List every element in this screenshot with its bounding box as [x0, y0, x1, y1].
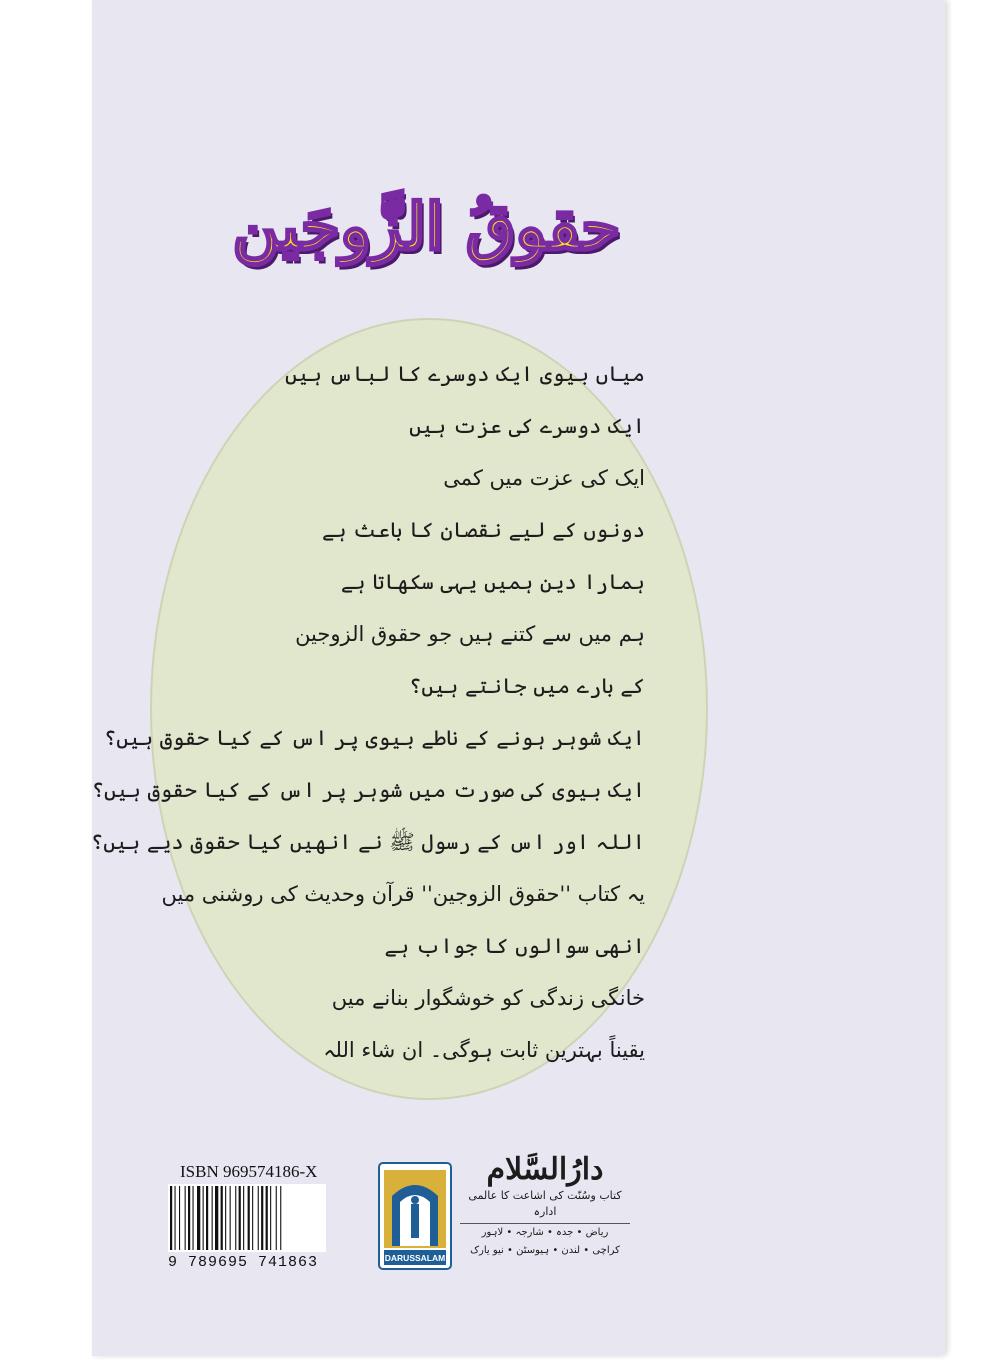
publisher-name: دارُالسَّلام	[486, 1152, 604, 1187]
publisher-block	[460, 1152, 630, 1260]
blurb-line: ایک کی عزت میں کمی	[443, 466, 645, 490]
publisher-cities: ریاض • جدہ • شارجہ • لاہور	[481, 1227, 609, 1238]
darussalam-logo	[378, 1162, 452, 1270]
blurb-line: ہم میں سے کتنے ہیں جو حقوق الزوجین	[295, 622, 645, 646]
barcode-number: 9 789695 741863	[168, 1254, 319, 1271]
logo-label: DARUSSALAM	[384, 1253, 446, 1263]
publisher-tagline: کتاب وسُنّت کی اشاعت کا عالمی ادارہ	[460, 1188, 630, 1224]
book-title-text: حقوقُ الزَّوجَین	[232, 189, 621, 265]
isbn-label: ISBN 969574186-X	[180, 1162, 318, 1181]
blurb-line: خانگی زندگی کو خوشگوار بنانے میں	[331, 986, 645, 1010]
book-title	[200, 172, 653, 282]
blurb-line: ایک شوہر ہونے کے ناطے بیوی پر اس کے کیا حقوق ہیں؟	[103, 726, 645, 750]
blurb-line: ایک دوسرے کی عزت ہیں	[409, 414, 645, 438]
blurb-line: انھی سوالوں کا جواب ہے	[384, 934, 645, 958]
blurb-line: ہمارا دین ہمیں یہی سکھاتا ہے	[340, 570, 645, 594]
blurb-line: یقیناً بہترین ثابت ہوگی۔ ان شاء اللہ	[323, 1038, 645, 1062]
blurb-line: دونوں کے لیے نقصان کا باعث ہے	[321, 518, 645, 542]
blurb-line: اللہ اور اس کے رسول ﷺ نے انھیں کیا حقوق دیے ہیں؟	[90, 830, 645, 854]
blurb-line: میاں بیوی ایک دوسرے کا لباس ہیں	[285, 362, 645, 386]
blurb-line: ایک بیوی کی صورت میں شوہر پر اس کے کیا حقوق ہیں؟	[91, 778, 645, 802]
blurb-text	[90, 348, 645, 1076]
barcode-icon	[168, 1184, 326, 1252]
publisher-cities: کراچی • لندن • ہیوسٹن • نیو یارک	[470, 1245, 620, 1256]
blurb-line: کے بارے میں جانتے ہیں؟	[409, 674, 645, 698]
blurb-line: یہ کتاب ''حقوق الزوجین'' قرآن وحدیث کی روشنی میں	[161, 882, 645, 906]
